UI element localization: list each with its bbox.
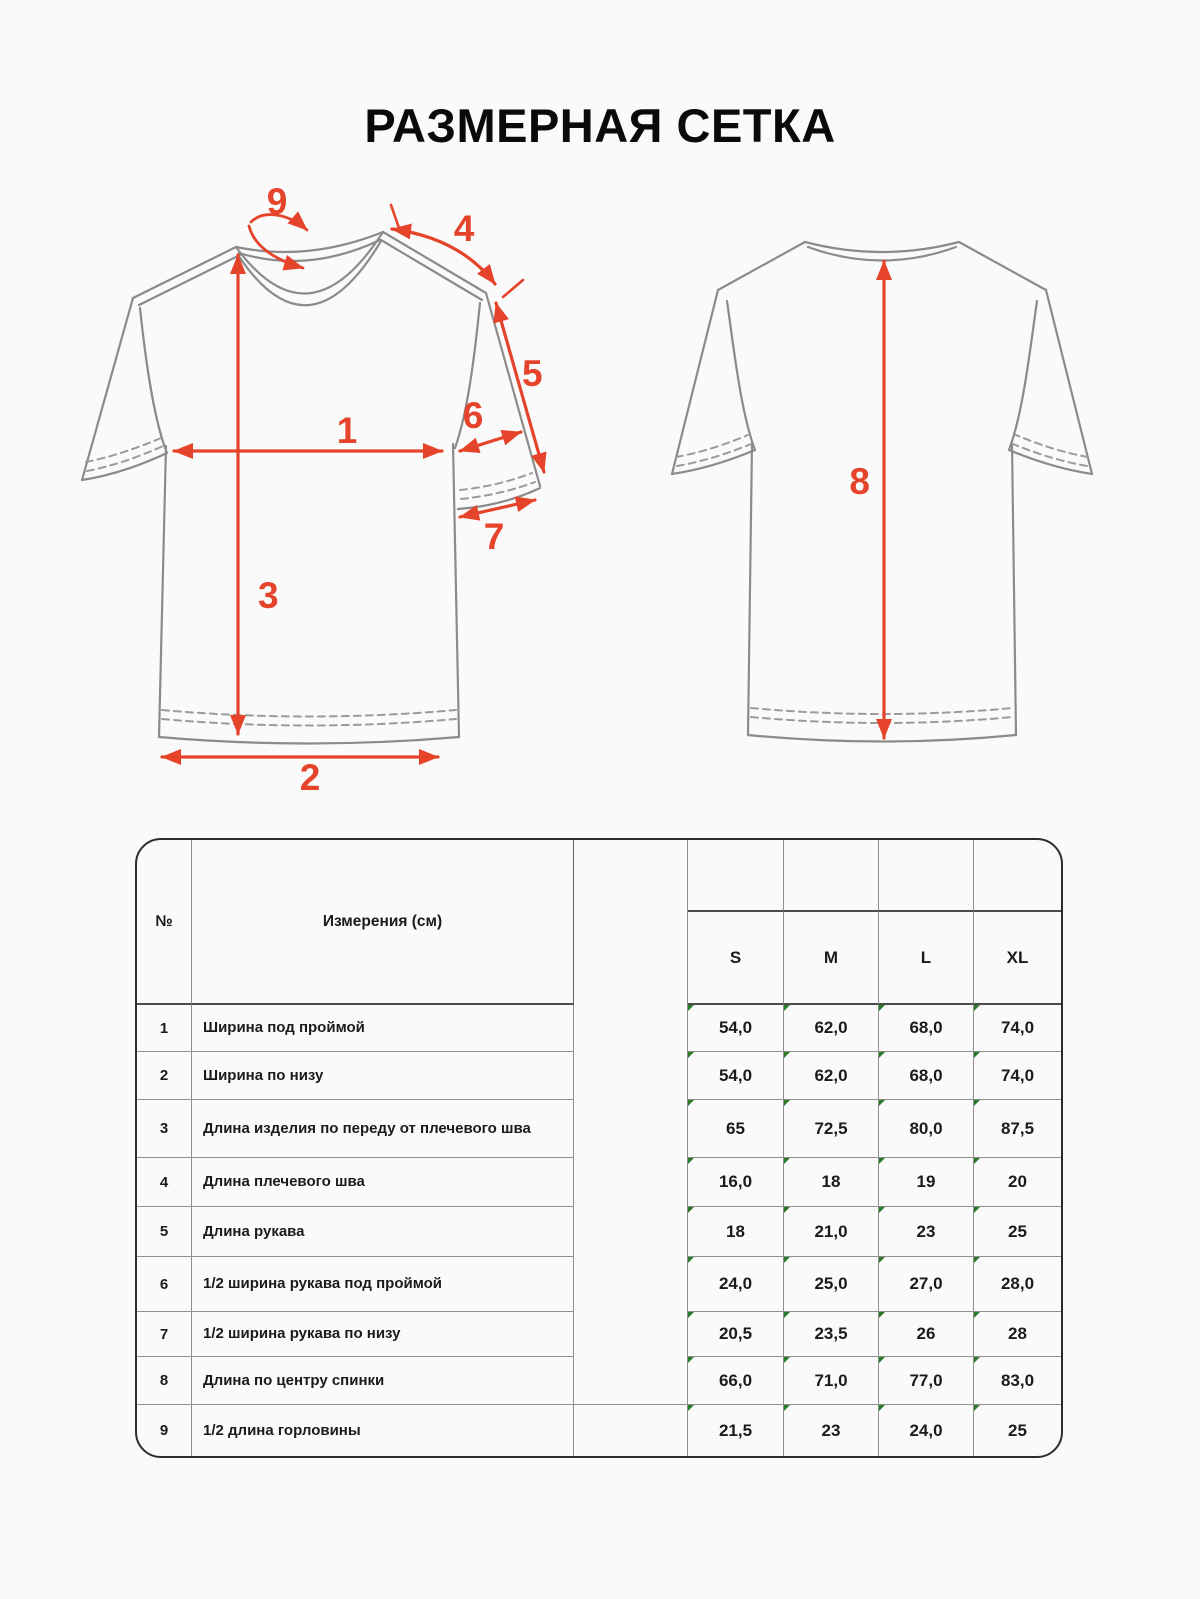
size-value-m: 25,0	[784, 1257, 879, 1312]
size-header-xl: XL	[974, 912, 1061, 1005]
measurement-label: 1/2 ширина рукава под проймой	[192, 1257, 574, 1312]
size-header-m: M	[784, 912, 879, 1005]
measurement-label: Ширина под проймой	[192, 1005, 574, 1052]
size-value-l: 68,0	[879, 1052, 974, 1100]
measurement-label: Длина рукава	[192, 1207, 574, 1257]
spacer-column	[574, 840, 688, 1405]
tshirt-back-drawing	[672, 242, 1092, 742]
row-number: 6	[137, 1257, 192, 1312]
size-value-l: 24,0	[879, 1405, 974, 1456]
measure-label-6: 6	[462, 395, 484, 436]
size-header-s: S	[688, 912, 784, 1005]
measure-label-1: 1	[336, 410, 358, 451]
size-value-m: 71,0	[784, 1357, 879, 1405]
size-value-xl: 20	[974, 1158, 1061, 1207]
size-value-xl: 25	[974, 1207, 1061, 1257]
size-value-xl: 28	[974, 1312, 1061, 1357]
size-value-xl: 83,0	[974, 1357, 1061, 1405]
measure-label-8: 8	[849, 461, 870, 502]
row-number: 7	[137, 1312, 192, 1357]
size-table	[135, 838, 1063, 1458]
size-value-xl: 25	[974, 1405, 1061, 1456]
row-number: 2	[137, 1052, 192, 1100]
measurement-label: Ширина по низу	[192, 1052, 574, 1100]
size-header-spacer	[974, 840, 1061, 912]
size-value-m: 62,0	[784, 1052, 879, 1100]
measurement-label: 1/2 длина горловины	[192, 1405, 574, 1456]
row-number: 3	[137, 1100, 192, 1158]
size-value-m: 18	[784, 1158, 879, 1207]
size-value-m: 62,0	[784, 1005, 879, 1052]
measure-label-4: 4	[453, 208, 475, 249]
size-value-l: 23	[879, 1207, 974, 1257]
size-header-spacer	[879, 840, 974, 912]
measure-label-9: 9	[266, 181, 288, 222]
size-diagram	[0, 170, 1200, 798]
col-measurements-header: Измерения (см)	[192, 840, 574, 1005]
row-number: 9	[137, 1405, 192, 1456]
size-value-l: 80,0	[879, 1100, 974, 1158]
size-value-s: 18	[688, 1207, 784, 1257]
size-value-l: 68,0	[879, 1005, 974, 1052]
size-value-s: 16,0	[688, 1158, 784, 1207]
size-value-l: 77,0	[879, 1357, 974, 1405]
measure-label-7: 7	[483, 516, 505, 557]
row-number: 5	[137, 1207, 192, 1257]
size-header-l: L	[879, 912, 974, 1005]
size-value-s: 24,0	[688, 1257, 784, 1312]
row-number: 4	[137, 1158, 192, 1207]
size-header-spacer	[688, 840, 784, 912]
measure-label-3: 3	[258, 575, 279, 616]
size-value-m: 72,5	[784, 1100, 879, 1158]
spacer-column-bottom	[574, 1405, 688, 1456]
size-value-xl: 74,0	[974, 1005, 1061, 1052]
size-value-s: 65	[688, 1100, 784, 1158]
measure-label-5: 5	[522, 353, 543, 394]
size-value-l: 26	[879, 1312, 974, 1357]
size-value-m: 21,0	[784, 1207, 879, 1257]
col-number-header: №	[137, 840, 192, 1005]
measure-label-2: 2	[299, 757, 321, 798]
measurement-label: Длина изделия по переду от плечевого шва	[192, 1100, 574, 1158]
tshirt-front-drawing	[82, 232, 540, 744]
size-value-xl: 74,0	[974, 1052, 1061, 1100]
row-number: 1	[137, 1005, 192, 1052]
size-value-l: 19	[879, 1158, 974, 1207]
measurement-label: Длина плечевого шва	[192, 1158, 574, 1207]
size-value-s: 54,0	[688, 1052, 784, 1100]
size-header-spacer	[784, 840, 879, 912]
page-title: РАЗМЕРНАЯ СЕТКА	[364, 99, 836, 152]
size-value-l: 27,0	[879, 1257, 974, 1312]
size-value-xl: 87,5	[974, 1100, 1061, 1158]
measurement-label: Длина по центру спинки	[192, 1357, 574, 1405]
size-value-m: 23	[784, 1405, 879, 1456]
size-value-m: 23,5	[784, 1312, 879, 1357]
size-value-s: 20,5	[688, 1312, 784, 1357]
size-value-s: 66,0	[688, 1357, 784, 1405]
row-number: 8	[137, 1357, 192, 1405]
size-value-s: 21,5	[688, 1405, 784, 1456]
measurement-label: 1/2 ширина рукава по низу	[192, 1312, 574, 1357]
size-value-xl: 28,0	[974, 1257, 1061, 1312]
size-value-s: 54,0	[688, 1005, 784, 1052]
